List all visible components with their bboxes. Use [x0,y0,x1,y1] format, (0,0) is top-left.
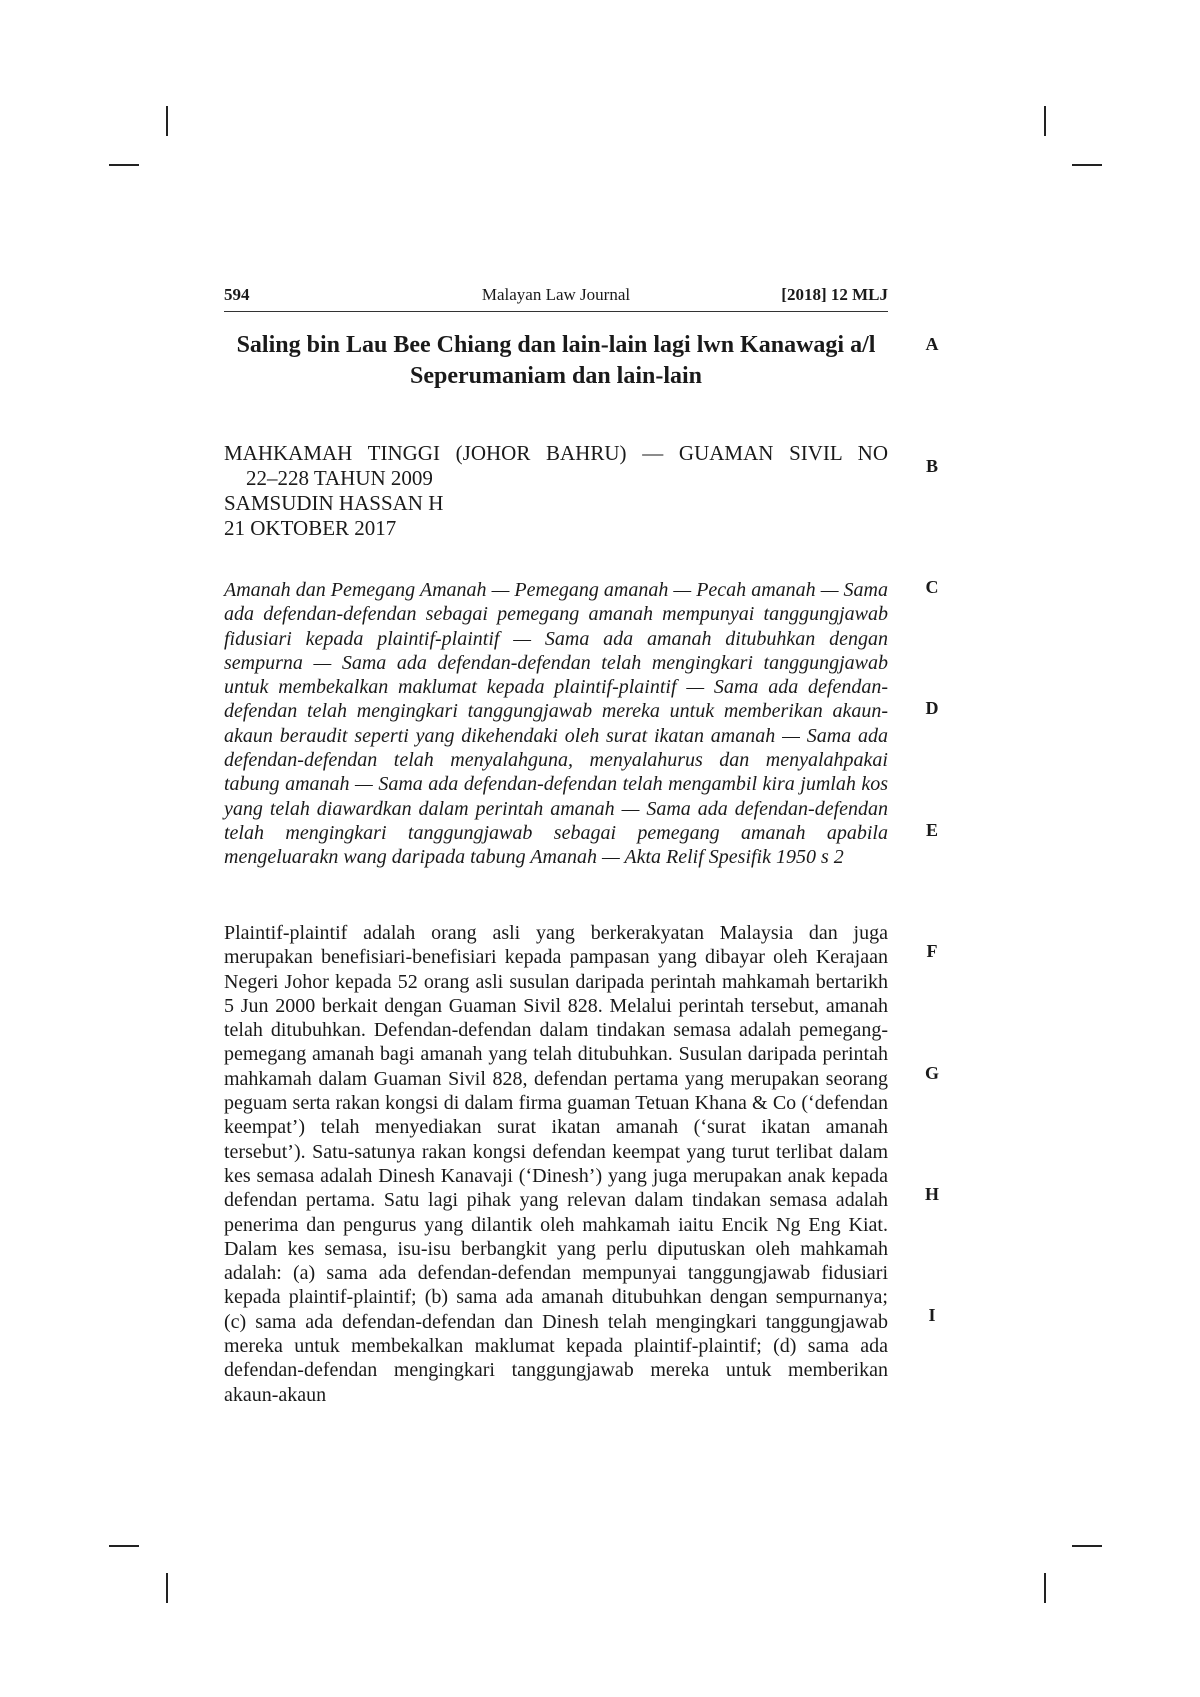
crop-mark-bottom-right-vertical [1044,1573,1046,1603]
crop-mark-top-left-horizontal [109,164,139,166]
court-line: MAHKAMAH TINGGI (JOHOR BAHRU) — GUAMAN SIVIL NO [224,441,888,465]
case-title: Saling bin Lau Bee Chiang dan lain-lain lagi lwn Kanawagi a/l Seperumaniam dan lain-lain [236,332,876,389]
summary-paragraph: Plaintif-plaintif adalah orang asli yang berkerakyatan Malaysia dan juga merupakan benefisiari-benefisiari kepada pampasan yang dibayar oleh Kerajaan Negeri Johor kepada 52 orang asli susulan daripada perintah mahkamah bertarikh 5 Jun 2000 berkait dengan Guaman Sivil 828. Melalui perintah tersebut, amanah telah ditubuhkan. Defendan-defendan dalam tindakan semasa adalah pemegang-pemegang amanah bagi amanah yang telah ditubuhkan. Susulan daripada perintah mahkamah dalam Guaman Sivil 828, defendan pertama yang merupakan seorang peguam serta rakan kongsi di dalam firma guaman Tetuan Khana & Co (‘defendan keempat’) telah menyediakan surat ikatan amanah (‘surat ikatan amanah tersebut’). Satu-satunya rakan kongsi defendan keempat yang turut terlibat dalam kes semasa adalah Dinesh Kanavaji (‘Dinesh’) yang juga merupakan anak kepada defendan pertama. Satu lagi pihak yang relevan dalam tindakan semasa adalah penerima dan pengurus yang dilantik oleh mahkamah iaitu Encik Ng Eng Kiat. Dalam kes semasa, isu-isu berbangkit yang perlu diputuskan oleh mahkamah adalah: (a) sama ada defendan-defendan mempunyai tanggungjawab fidusiari kepada plaintif-plaintif; (b) sama ada amanah ditubuhkan dengan sempurnanya; (c) sama ada defendan-defendan dan Dinesh telah mengingkari tanggungjawab mereka untuk membekalkan maklumat kepada plaintif-plaintif; (d) sama ada defendan-defendan mengingkari tanggungjawab mereka untuk memberikan akaun-akaun [224,922,888,1406]
catchwords: Amanah dan Pemegang Amanah — Pemegang amanah — Pecah amanah — Sama ada defendan-defendan sebagai pemegang amanah mempunyai tanggungjawab fidusiari kepada plaintif-plaintif — Sama ada amanah ditubuhkan dengan sempurna — Sama ada defendan-defendan telah mengingkari tanggungjawab untuk membekalkan maklumat kepada plaintif-plaintif — Sama ada defendan-defendan telah mengingkari tanggungjawab mereka untuk memberikan akaun-akaun beraudit seperti yang dikehendaki oleh surat ikatan amanah — Sama ada defendan-defendan telah menyalahguna, menyalahurus dan menyalahpakai tabung amanah — Sama ada defendan-defendan telah mengambil kira jumlah kos yang telah diawardkan dalam perintah amanah — Sama ada defendan-defendan telah mengingkari tanggungjawab sebagai pemegang amanah apabila mengeluarakn wang daripada tabung Amanah — Akta Relif Spesifik 1950 s 2 [224,579,888,869]
crop-mark-bottom-left-horizontal [109,1545,139,1547]
journal-name: Malayan Law Journal [481,285,631,304]
margin-letter-e: E [925,820,938,840]
crop-mark-top-right-vertical [1044,106,1046,136]
crop-mark-top-left-vertical [166,106,168,136]
court-block [224,441,888,541]
judge-name: SAMSUDIN HASSAN H [224,491,444,515]
margin-letter-a: A [925,334,939,354]
margin-letter-h: H [924,1184,939,1204]
margin-letter-i: I [928,1305,936,1325]
decision-date: 21 OKTOBER 2017 [224,516,397,540]
crop-mark-top-right-horizontal [1072,164,1102,166]
margin-letter-b: B [925,456,938,476]
margin-letter-c: C [925,577,939,597]
crop-mark-bottom-right-horizontal [1072,1545,1102,1547]
crop-mark-bottom-left-vertical [166,1573,168,1603]
running-head [224,285,888,312]
margin-letter-f: F [926,941,938,961]
citation: [2018] 12 MLJ [781,285,888,304]
margin-letter-g: G [924,1063,939,1083]
case-number-line: 22–228 TAHUN 2009 [246,466,433,490]
margin-letter-d: D [925,698,939,718]
page-number: 594 [224,285,250,304]
